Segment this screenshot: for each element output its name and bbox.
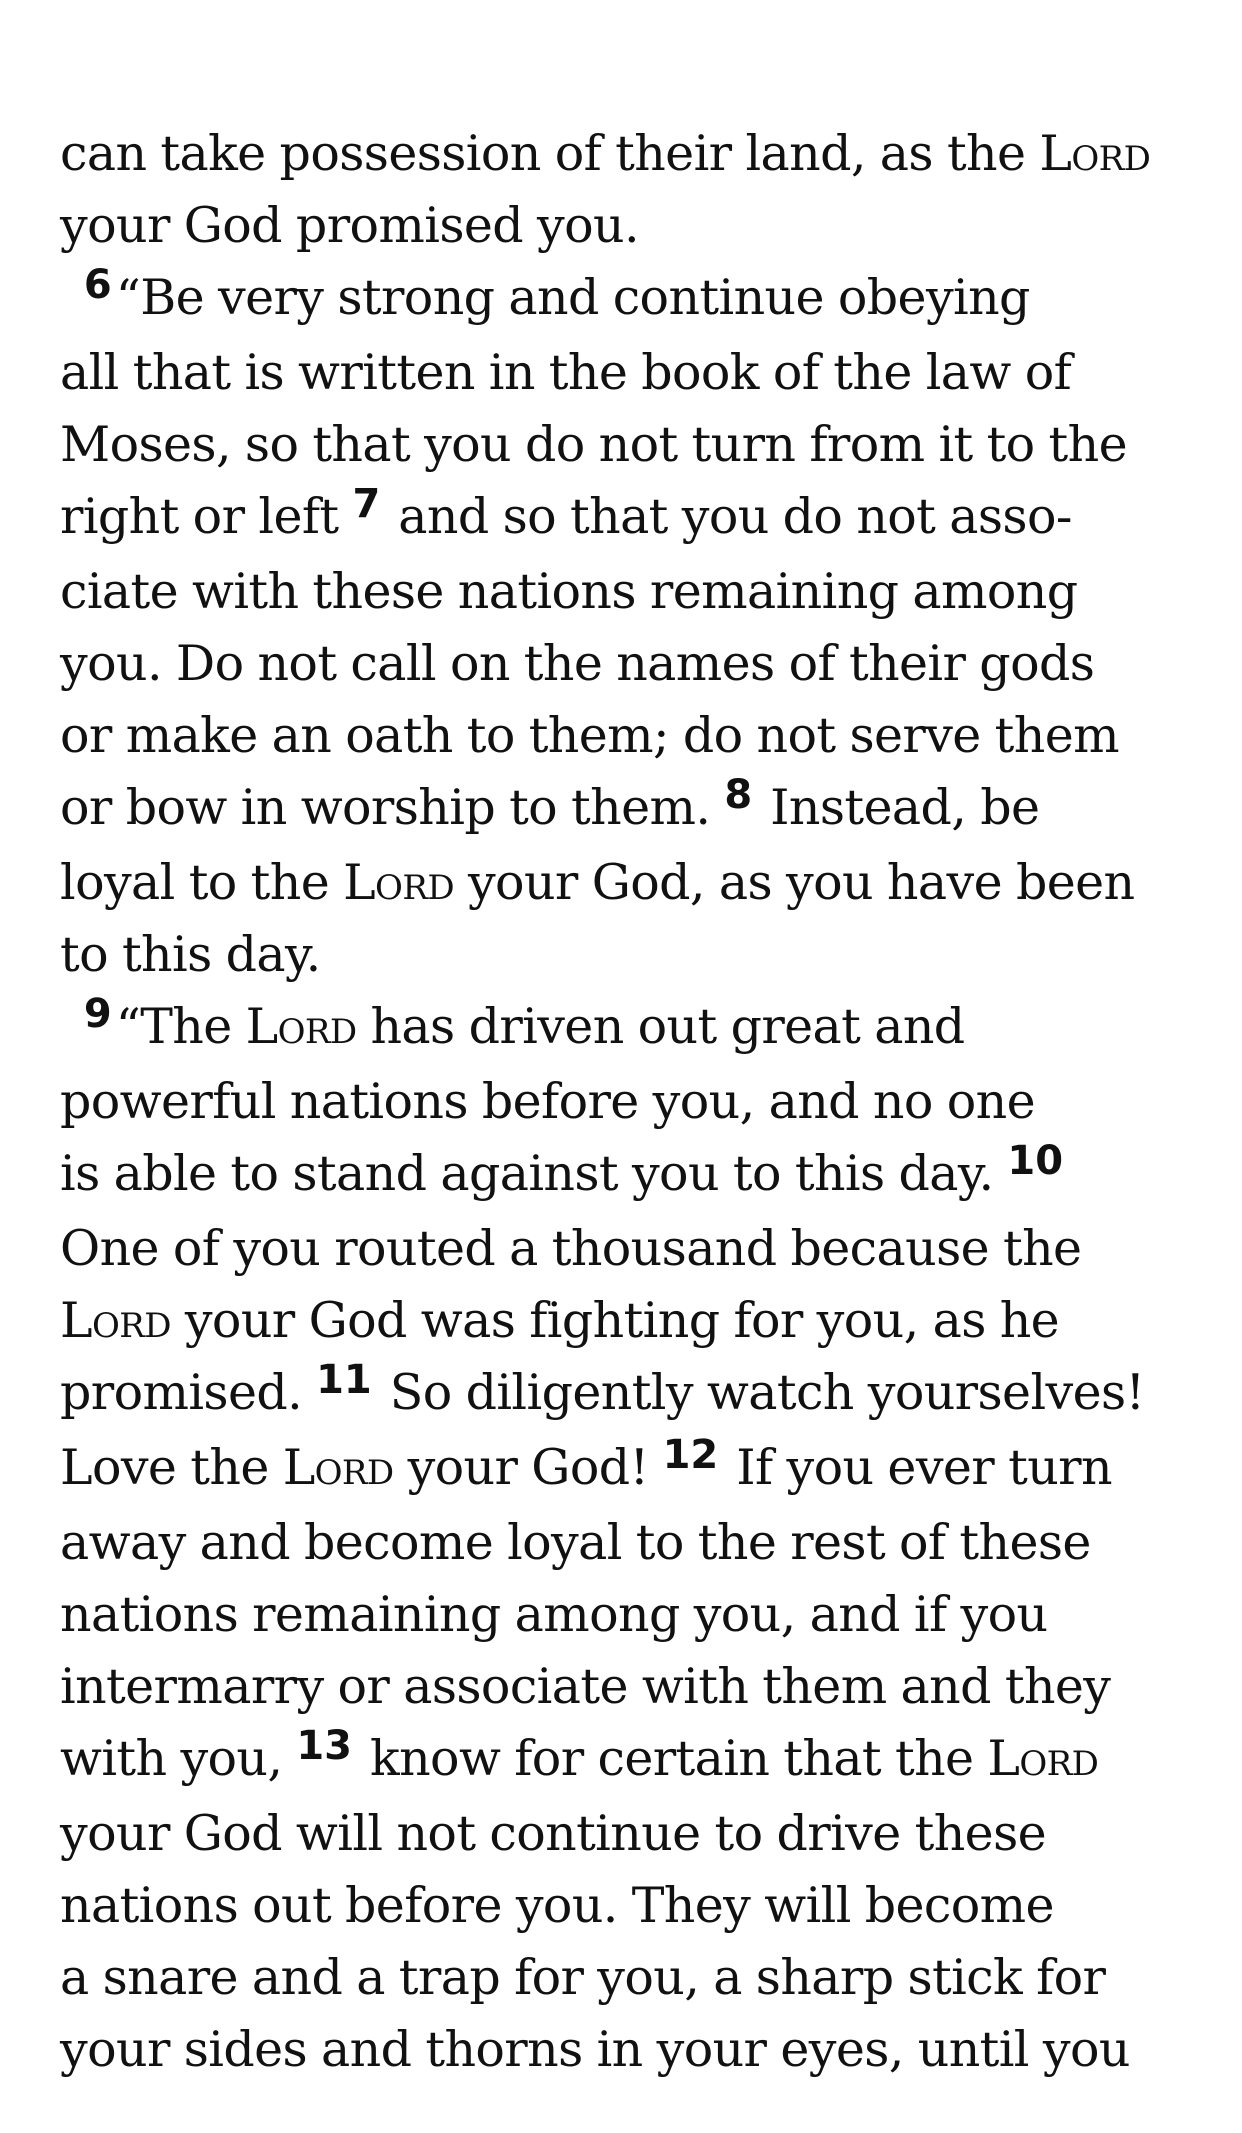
text-segment: your God! xyxy=(393,1439,663,1496)
text-line xyxy=(60,1138,1196,1213)
text-segment: “Be very strong and continue obeying xyxy=(115,269,1030,326)
text-segment: has driven out great and xyxy=(356,998,965,1055)
lord-small-caps: Lord xyxy=(343,854,454,911)
text-segment: Love the xyxy=(60,1439,283,1496)
verse-number-7[interactable]: 7 xyxy=(352,481,381,527)
text-segment: Instead, be xyxy=(756,779,1040,836)
text-line xyxy=(60,847,1196,919)
text-segment: your God was fighting for you, as he xyxy=(170,1292,1060,1349)
text-segment: loyal to the xyxy=(60,854,344,911)
text-line xyxy=(60,262,1196,337)
lord-small-caps: Lord xyxy=(60,1292,171,1349)
text-line: or make an oath to them; do not serve them xyxy=(60,707,1119,764)
text-segment: right or left xyxy=(60,488,353,545)
text-line: ciate with these nations remaining among xyxy=(60,563,1078,620)
text-line: your sides and thorns in your eyes, until you xyxy=(60,2021,1130,2078)
text-segment: your God, as you have been xyxy=(453,854,1135,911)
text-segment: promised. xyxy=(60,1364,317,1421)
text-segment: know for certain that the xyxy=(356,1730,988,1787)
text-segment: So diligently watch yourselves! xyxy=(375,1364,1145,1421)
text-line: a snare and a trap for you, a sharp stick for xyxy=(60,1949,1106,2006)
text-line xyxy=(60,1432,1196,1507)
text-line: nations out before you. They will become xyxy=(60,1877,1054,1934)
text-segment: and so that you do not asso- xyxy=(384,488,1072,545)
text-line: One of you routed a thousand because the xyxy=(60,1220,1082,1277)
verse-number-9[interactable]: 9 xyxy=(83,991,112,1037)
text-line: your God promised you. xyxy=(60,197,639,254)
text-line: nations remaining among you, and if you xyxy=(60,1586,1048,1643)
text-line: intermarry or associate with them and they xyxy=(60,1658,1111,1715)
lord-small-caps: Lord xyxy=(245,998,357,1055)
paragraph-9 xyxy=(60,991,1196,2086)
text-line: powerful nations before you, and no one xyxy=(60,1073,1035,1130)
text-segment: “The xyxy=(115,998,246,1055)
lord-small-caps: Lord xyxy=(1039,125,1151,182)
lord-small-caps: Lord xyxy=(282,1439,394,1496)
text-segment: or bow in worship to them. xyxy=(60,779,725,836)
text-segment: If you ever turn xyxy=(722,1439,1112,1496)
text-segment: is able to stand against you to this day. xyxy=(60,1145,1008,1202)
verse-number-6[interactable]: 6 xyxy=(83,262,112,308)
paragraph-6 xyxy=(60,262,1196,991)
text-line xyxy=(60,1357,1196,1432)
passage-text xyxy=(60,118,1196,2086)
verse-number-12[interactable]: 12 xyxy=(662,1432,719,1478)
text-line: to this day. xyxy=(60,926,321,983)
text-line: away and become loyal to the rest of these xyxy=(60,1514,1091,1571)
text-line: you. Do not call on the names of their gods xyxy=(60,635,1095,692)
text-line xyxy=(60,1285,1196,1357)
text-line xyxy=(60,991,1196,1066)
verse-number-10[interactable]: 10 xyxy=(1007,1138,1064,1184)
text-line: Moses, so that you do not turn from it to the xyxy=(60,416,1128,473)
text-segment: with you, xyxy=(60,1730,297,1787)
text-line: all that is written in the book of the law of xyxy=(60,344,1072,401)
text-segment: can take possession of their land, as the xyxy=(60,125,1040,182)
text-line xyxy=(60,1723,1196,1798)
text-line xyxy=(60,118,1196,190)
verse-number-13[interactable]: 13 xyxy=(296,1723,353,1769)
verse-number-8[interactable]: 8 xyxy=(724,772,753,818)
text-line: your God will not continue to drive these xyxy=(60,1805,1047,1862)
verse-number-11[interactable]: 11 xyxy=(316,1357,372,1403)
lord-small-caps: Lord xyxy=(987,1730,1099,1787)
text-line xyxy=(60,772,1196,847)
text-line xyxy=(60,481,1196,556)
paragraph-5-end xyxy=(60,118,1196,262)
